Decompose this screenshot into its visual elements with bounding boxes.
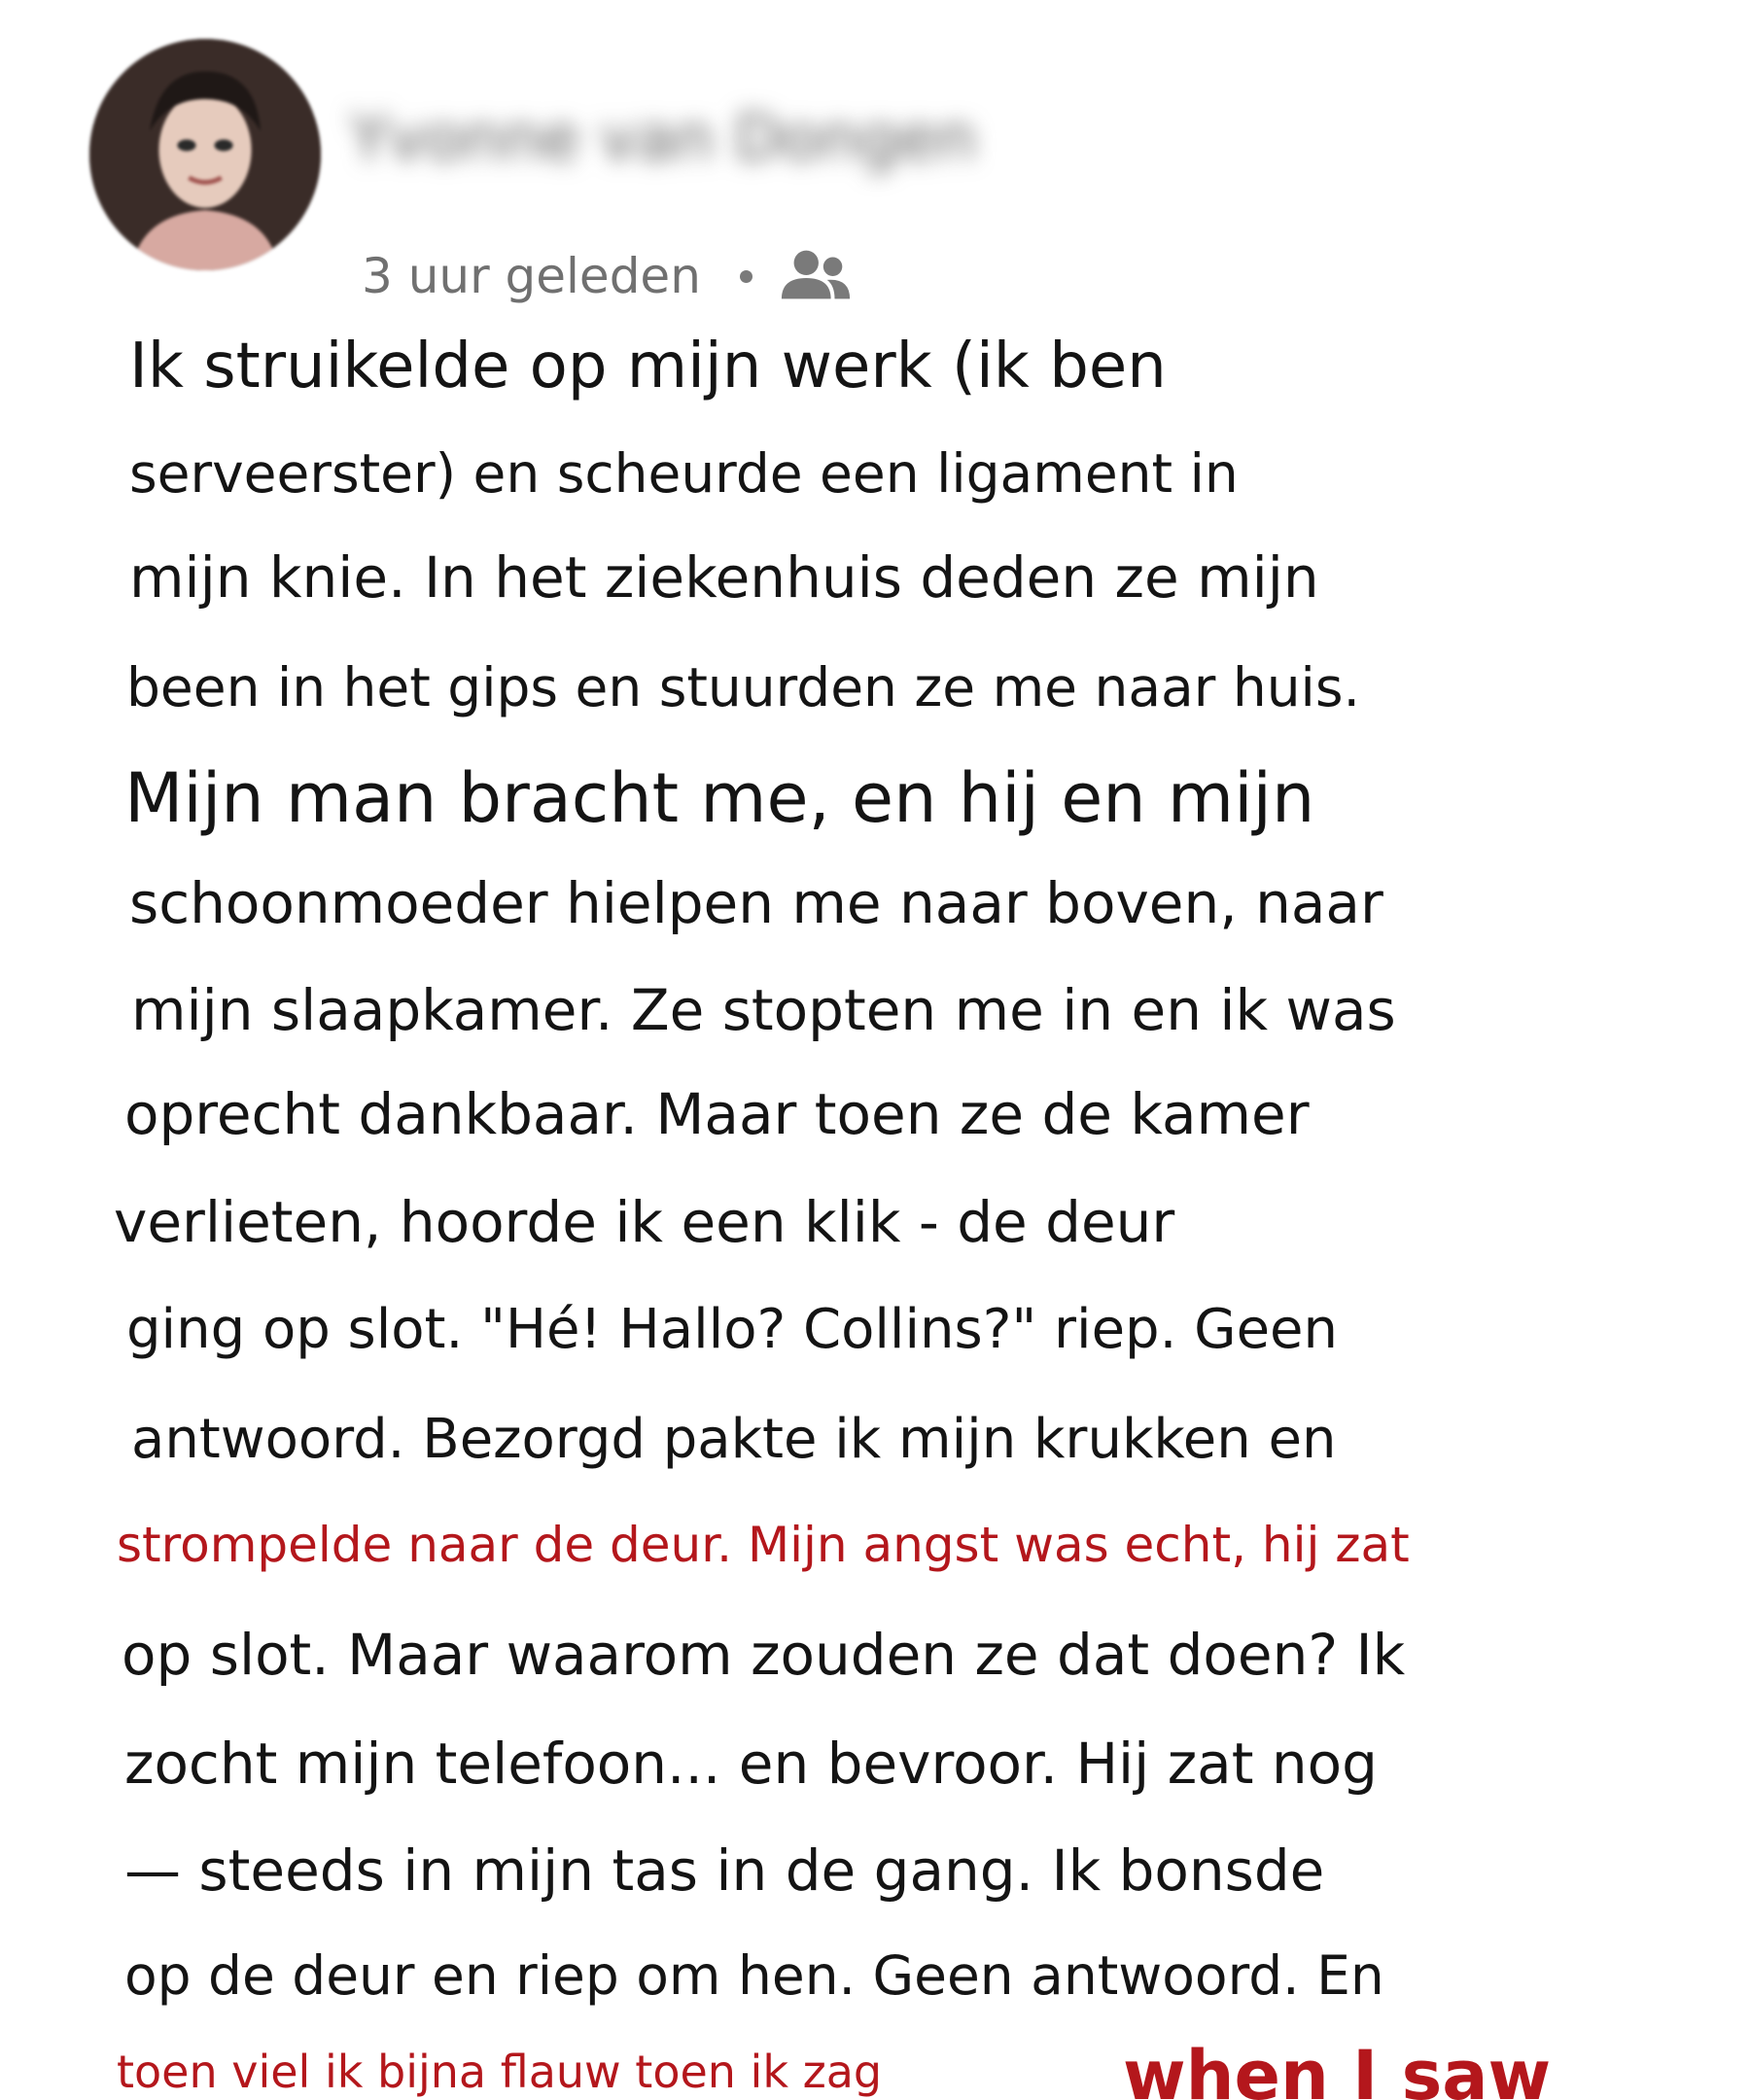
post-text-line: antwoord. Bezorgd pakte ik mijn krukken en: [131, 1408, 1337, 1471]
post-text-line-cutoff: when I saw: [1123, 2040, 1552, 2100]
cutoff-line: [117, 2040, 1731, 2100]
post-text-line: op de deur en riep om hen. Geen antwoord. En: [124, 1944, 1384, 2007]
post-text-line: schoonmoeder hielpen me naar boven, naar: [129, 870, 1383, 936]
avatar[interactable]: [89, 39, 321, 270]
friends-icon[interactable]: [778, 245, 854, 307]
post-text-line: been in het gips en stuurden ze me naar huis.: [126, 656, 1360, 718]
username[interactable]: Yvonne van Dongen: [350, 105, 977, 173]
post-text-line: oprecht dankbaar. Maar toen ze de kamer: [124, 1081, 1310, 1147]
post-text-line: verlieten, hoorde ik een klik - de deur: [114, 1189, 1175, 1255]
post-text-line: mijn slaapkamer. Ze stopten me in en ik was: [131, 977, 1396, 1043]
post-text-line: Ik struikelde op mijn werk (ik ben: [129, 331, 1167, 402]
post-text-line: serveerster) en scheurde een ligament in: [129, 442, 1239, 505]
post-text-line: mijn knie. In het ziekenhuis deden ze mijn: [129, 544, 1319, 611]
post-meta: [362, 245, 854, 307]
post-text-line: Mijn man bracht me, en hij en mijn: [124, 758, 1315, 838]
separator-dot: [740, 270, 752, 283]
timestamp[interactable]: 3 uur geleden: [362, 248, 701, 304]
post-text-line: zocht mijn telefoon... en bevroor. Hij zat nog: [124, 1731, 1378, 1797]
post-text-line-highlighted: strompelde naar de deur. Mijn angst was echt, hij zat: [117, 1517, 1410, 1573]
profile-photo-icon: [89, 39, 321, 270]
post-text-line: ging op slot. "Hé! Hallo? Collins?" riep. Geen: [126, 1298, 1338, 1361]
post-text-line: op slot. Maar waarom zouden ze dat doen? Ik: [122, 1622, 1406, 1688]
post-text-line: — steeds in mijn tas in de gang. Ik bonsde: [124, 1838, 1325, 1904]
post-text-line-cutoff: toen viel ik bijna flauw toen ik zag: [117, 2046, 883, 2098]
